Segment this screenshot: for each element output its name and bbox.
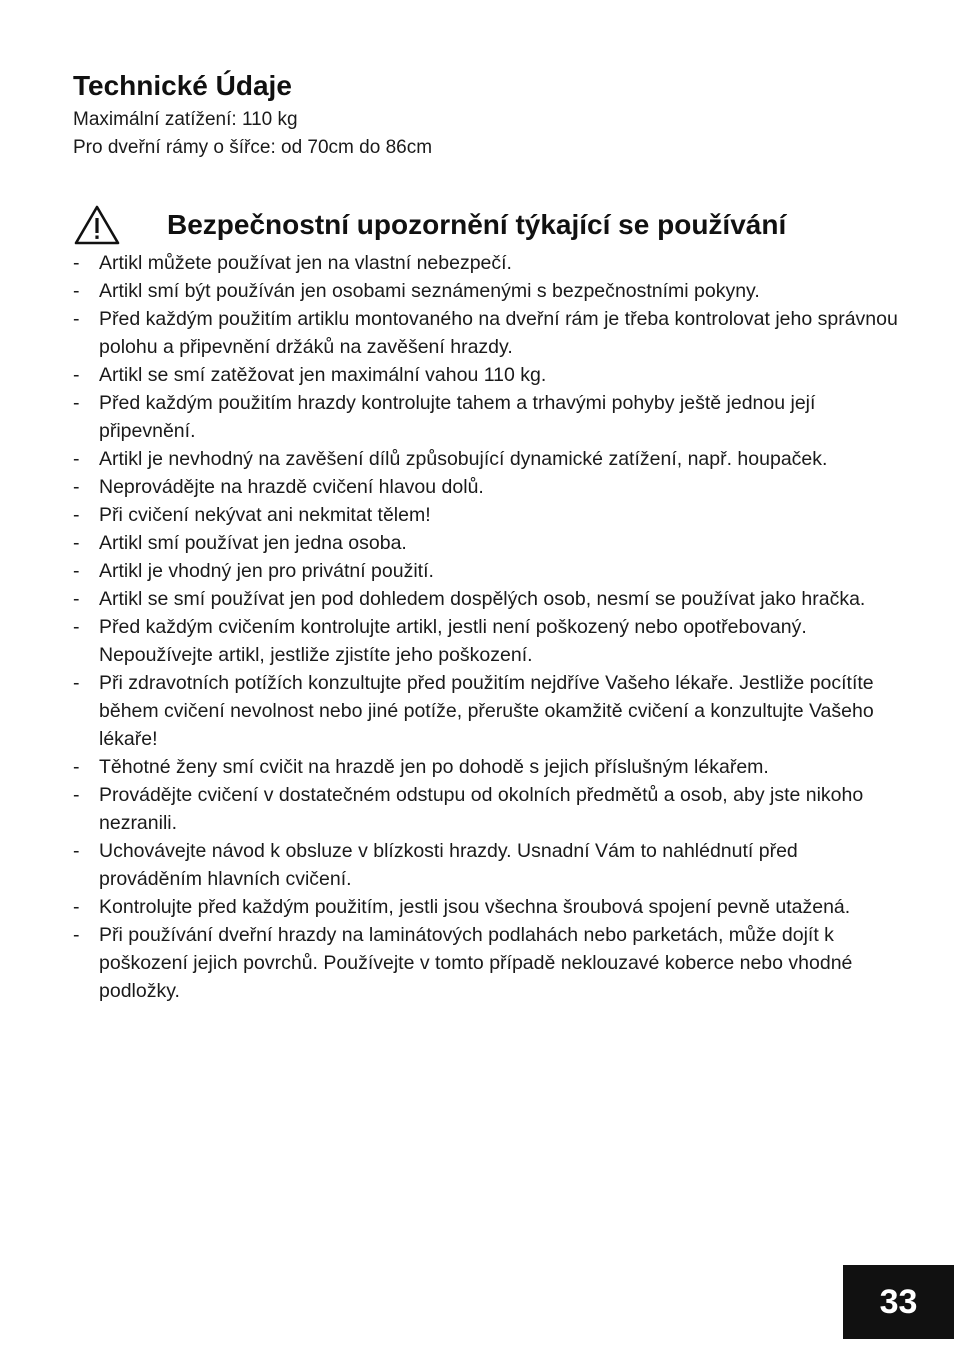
bullet-dash: - bbox=[73, 476, 80, 498]
list-item-text: Při cvičení nekývat ani nekmitat tělem! bbox=[99, 504, 431, 526]
bullet-dash: - bbox=[73, 560, 80, 582]
list-item-text: Při používání dveřní hrazdy na laminátových podlahách nebo parketách, může dojít k poškození jejich povrchů. Používejte v tomto případě neklouzavé koberce nebo vhodné podložky. bbox=[99, 924, 853, 1002]
list-item bbox=[73, 445, 903, 473]
list-item bbox=[73, 921, 903, 1005]
technical-data-title: Technické Údaje bbox=[73, 70, 292, 101]
safety-rules-list bbox=[73, 249, 903, 1005]
list-item-text: Těhotné ženy smí cvičit na hrazdě jen po dohodě s jejich příslušným lékařem. bbox=[99, 756, 769, 778]
list-item bbox=[73, 249, 903, 277]
bullet-dash: - bbox=[73, 280, 80, 302]
list-item-text: Artikl smí používat jen jedna osoba. bbox=[99, 532, 407, 554]
list-item-text: Artikl se smí používat jen pod dohledem dospělých osob, nesmí se používat jako hračka. bbox=[99, 588, 866, 610]
list-item-text: Artikl je nevhodný na zavěšení dílů způsobující dynamické zatížení, např. houpaček. bbox=[99, 448, 828, 470]
list-item bbox=[73, 613, 903, 669]
list-item bbox=[73, 277, 903, 305]
bullet-dash: - bbox=[73, 588, 80, 610]
safety-title: Bezpečnostní upozornění týkající se používání bbox=[167, 209, 787, 240]
list-item bbox=[73, 753, 903, 781]
bullet-dash: - bbox=[73, 252, 80, 274]
list-item-text: Provádějte cvičení v dostatečném odstupu od okolních předmětů a osob, aby jste nikoho nezranili. bbox=[99, 784, 864, 834]
page-number: 33 bbox=[843, 1265, 954, 1339]
list-item bbox=[73, 781, 903, 837]
list-item bbox=[73, 501, 903, 529]
bullet-dash: - bbox=[73, 364, 80, 386]
list-item bbox=[73, 473, 903, 501]
bullet-dash: - bbox=[73, 784, 80, 806]
bullet-dash: - bbox=[73, 448, 80, 470]
list-item bbox=[73, 305, 903, 361]
spec-max-load: Maximální zatížení: 110 kg bbox=[73, 109, 298, 130]
list-item bbox=[73, 669, 903, 753]
list-item-text: Uchovávejte návod k obsluze v blízkosti hrazdy. Usnadní Vám to nahlédnutí před prováděním hlavních cvičení. bbox=[99, 840, 798, 890]
list-item bbox=[73, 361, 903, 389]
list-item-text: Artikl můžete používat jen na vlastní nebezpečí. bbox=[99, 252, 512, 274]
list-item-text: Artikl je vhodný jen pro privátní použití. bbox=[99, 560, 434, 582]
list-item-text: Před každým použitím hrazdy kontrolujte tahem a trhavými pohyby ještě jednou její připevnění. bbox=[99, 392, 816, 442]
list-item-text: Artikl smí být používán jen osobami seznámenými s bezpečnostními pokyny. bbox=[99, 280, 760, 302]
bullet-dash: - bbox=[73, 896, 80, 918]
bullet-dash: - bbox=[73, 532, 80, 554]
warning-triangle-icon bbox=[73, 204, 121, 246]
bullet-dash: - bbox=[73, 616, 80, 638]
bullet-dash: - bbox=[73, 504, 80, 526]
list-item-text: Před každým použitím artiklu montovaného na dveřní rám je třeba kontrolovat jeho správnou polohu a připevnění držáků na zavěšení hrazdy. bbox=[99, 308, 898, 358]
technical-data-section bbox=[73, 68, 893, 162]
list-item-text: Neprovádějte na hrazdě cvičení hlavou dolů. bbox=[99, 476, 484, 498]
bullet-dash: - bbox=[73, 924, 80, 946]
list-item-text: Kontrolujte před každým použitím, jestli jsou všechna šroubová spojení pevně utažená. bbox=[99, 896, 851, 918]
list-item bbox=[73, 529, 903, 557]
safety-header bbox=[73, 203, 903, 247]
list-item-text: Při zdravotních potížích konzultujte před použitím nejdříve Vašeho lékaře. Jestliže pocítíte během cvičení nevolnost nebo jiné potíže, přerušte okamžitě cvičení a konzultujte Vašeho lékaře! bbox=[99, 672, 874, 750]
list-item-text: Artikl se smí zatěžovat jen maximální vahou 110 kg. bbox=[99, 364, 547, 386]
list-item bbox=[73, 837, 903, 893]
bullet-dash: - bbox=[73, 840, 80, 862]
spec-door-frame-width: Pro dveřní rámy o šířce: od 70cm do 86cm bbox=[73, 137, 433, 158]
list-item bbox=[73, 389, 903, 445]
bullet-dash: - bbox=[73, 672, 80, 694]
list-item bbox=[73, 557, 903, 585]
list-item bbox=[73, 585, 903, 613]
list-item-text: Před každým cvičením kontrolujte artikl, jestli není poškozený nebo opotřebovaný. Nepoužívejte artikl, jestliže zjistíte jeho poškození. bbox=[99, 616, 807, 666]
safety-section bbox=[73, 203, 903, 1005]
bullet-dash: - bbox=[73, 308, 80, 330]
list-item bbox=[73, 893, 903, 921]
bullet-dash: - bbox=[73, 392, 80, 414]
bullet-dash: - bbox=[73, 756, 80, 778]
